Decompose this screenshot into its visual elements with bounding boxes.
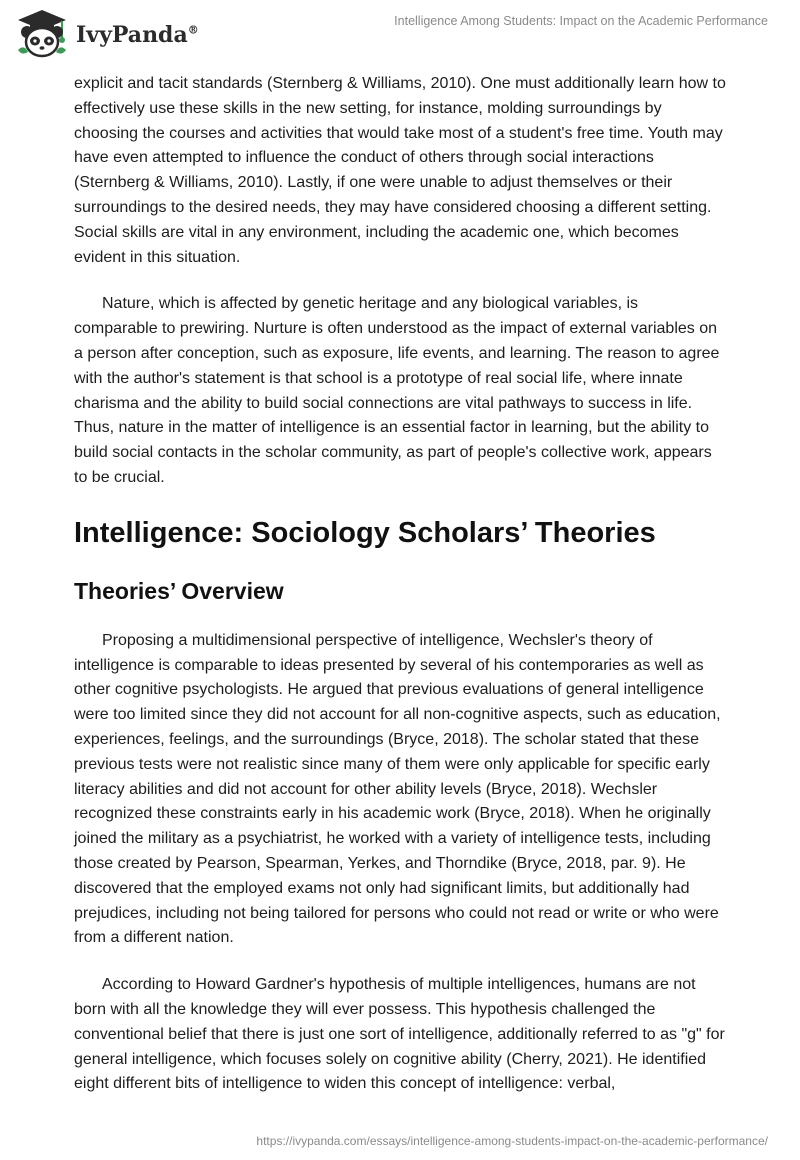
document-title: Intelligence Among Students: Impact on the Academic Performance (394, 14, 768, 28)
brand-name: IvyPanda® (76, 22, 199, 48)
page-header (0, 0, 800, 66)
section-heading: Intelligence: Sociology Scholars’ Theories (74, 516, 656, 549)
ivypanda-logo[interactable] (14, 8, 214, 58)
paragraph-2: Nature, which is affected by genetic heritage and any biological variables, is comparable to prewiring. Nurture is often understood as the impact of external variables on a person after conception, such as exposure, life events, and learning. The reason to agree with the author's statement is that school is a prototype of real social life, where innate charisma and the ability to build social connections are vital pathways to success in life. Thus, nature in the matter of intelligence is an essential factor in learning, but the ability to build social contacts in the scholar community, as part of people's collective work, appears to be crucial. (74, 295, 720, 486)
paragraph-1: explicit and tacit standards (Sternberg & Williams, 2010). One must additionally learn how to effectively use these skills in the new setting, for instance, molding surroundings by choosing the courses and activities that would take most of a student's free time. Youth may have even attempted to influence the conduct of others through social interactions (Sternberg & Williams, 2010). Lastly, if one were unable to adjust themselves or their surroundings to the desired needs, they may have considered choosing a different setting. Social skills are vital in any environment, including the academic one, which becomes evident in this situation. (74, 75, 726, 266)
essay-content (74, 72, 726, 1119)
panda-graduate-icon (14, 8, 70, 60)
registered-mark: ® (187, 23, 199, 37)
paragraph-4: According to Howard Gardner's hypothesis of multiple intelligences, humans are not born with all the knowledge they will ever possess. This hypothesis challenged the conventional belief that there is just one sort of intelligence, additionally referred to as "g" for general intelligence, which focuses solely on cognitive ability (Cherry, 2021). He identified eight different bits of intelligence to widen this concept of intelligence: verbal, (74, 976, 725, 1093)
paragraph-3: Proposing a multidimensional perspective of intelligence, Wechsler's theory of intelligence is comparable to ideas presented by several of his contemporaries as well as other cognitive psychologists. He argued that previous evaluations of general intelligence were too limited since they did not account for all non-cognitive aspects, such as education, experiences, feelings, and the surroundings (Bryce, 2018). The scholar stated that these previous tests were not realistic since many of them were only applicable for specific early literacy abilities and did not account for other ability levels (Bryce, 2018). Wechsler recognized these constraints early in his academic work (Bryce, 2018). When he originally joined the military as a psychiatrist, he worked with a variety of intelligence tests, including those created by Pearson, Spearman, Yerkes, and Thorndike (Bryce, 2018, par. 9). He discovered that the employed exams not only had significant limits, but additionally had prejudices, including not being tailored for persons who could not read or write or who were from a different nation. (74, 631, 721, 947)
page-url[interactable]: https://ivypanda.com/essays/intelligence-among-students-impact-on-the-academic-performance/ (256, 1134, 768, 1148)
subsection-heading: Theories’ Overview (74, 577, 284, 604)
